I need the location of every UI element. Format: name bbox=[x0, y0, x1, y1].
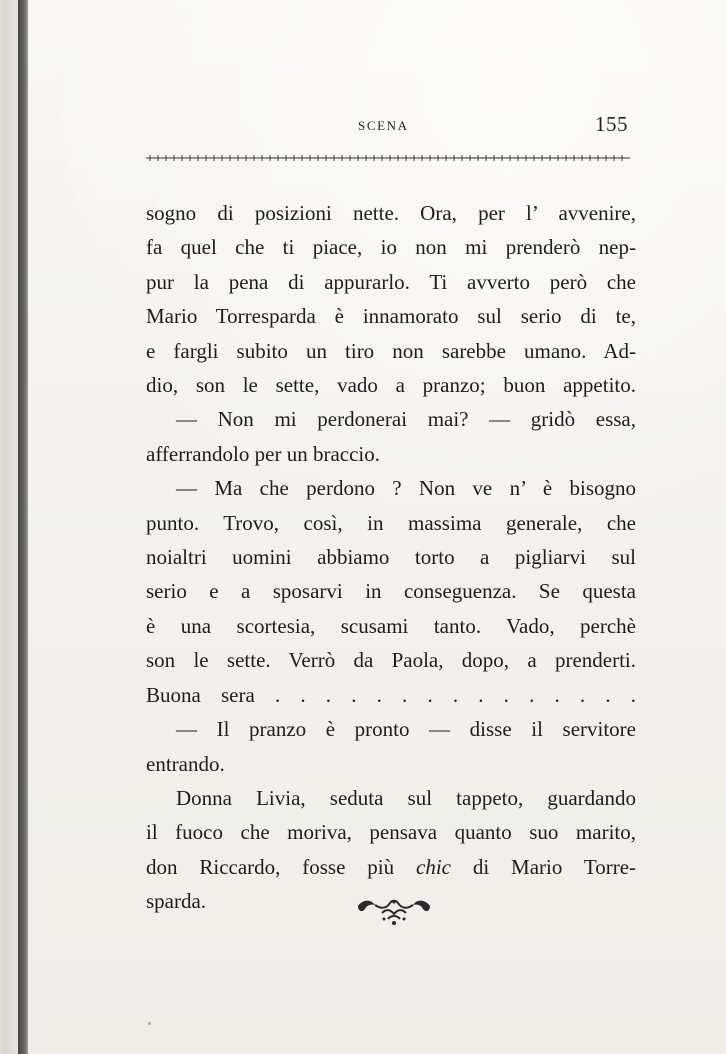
text-line: — Ma che perdono ? Non ve n’ è bisogno bbox=[176, 476, 636, 501]
running-head: SCENA bbox=[358, 118, 409, 133]
text-line: sogno di posizioni nette. Ora, per l’ avvenire, bbox=[146, 201, 636, 225]
text-line: afferrandolo per un braccio. bbox=[146, 441, 380, 466]
text-fragment: don Riccardo, fosse più bbox=[146, 854, 395, 879]
text-line: sparda. bbox=[146, 889, 207, 914]
page-header bbox=[146, 112, 630, 144]
italic-word: chic bbox=[416, 854, 451, 879]
ornamental-rule-icon bbox=[146, 152, 630, 164]
fleuron-icon bbox=[353, 895, 435, 929]
page-text bbox=[146, 196, 636, 919]
text-line: Donna Livia, seduta sul tappeto, guardando bbox=[176, 785, 636, 810]
text-line: punto. Trovo, così, in massima generale, che bbox=[146, 510, 636, 535]
text-line: — Il pranzo è pronto — disse il servitore bbox=[176, 717, 636, 742]
text-line: è una scortesia, scusami tanto. Vado, perchè bbox=[146, 613, 636, 638]
page-speck bbox=[148, 1022, 151, 1025]
text-line: fa quel che ti piace, io non mi prenderò nep- bbox=[146, 235, 636, 260]
text-line: entrando. bbox=[146, 751, 225, 776]
binding-edge bbox=[18, 0, 28, 1054]
page-number: 155 bbox=[595, 112, 628, 136]
text-line: pur la pena di appurarlo. Ti avverto però che bbox=[146, 269, 636, 294]
text-line: dio, son le sette, vado a pranzo; buon appetito. bbox=[146, 373, 636, 398]
text-line: il fuoco che moriva, pensava quanto suo marito, bbox=[146, 820, 636, 845]
text-line-mixed bbox=[146, 850, 636, 884]
text-line: Mario Torresparda è innamorato sul serio di te, bbox=[146, 304, 636, 329]
text-fragment: di Mario Torre- bbox=[472, 854, 637, 879]
text-line: serio e a sposarvi in conseguenza. Se questa bbox=[146, 579, 636, 604]
text-line: noialtri uomini abbiamo torto a pigliarvi sul bbox=[146, 545, 636, 570]
text-line: son le sette. Verrò da Paola, dopo, a prenderti. bbox=[146, 648, 636, 673]
text-line: Buona sera . . . . . . . . . . . . . . . bbox=[146, 682, 636, 707]
text-line: e fargli subito un tiro non sarebbe umano. Ad- bbox=[146, 338, 636, 363]
text-line: — Non mi perdonerai mai? — gridò essa, bbox=[176, 407, 636, 432]
